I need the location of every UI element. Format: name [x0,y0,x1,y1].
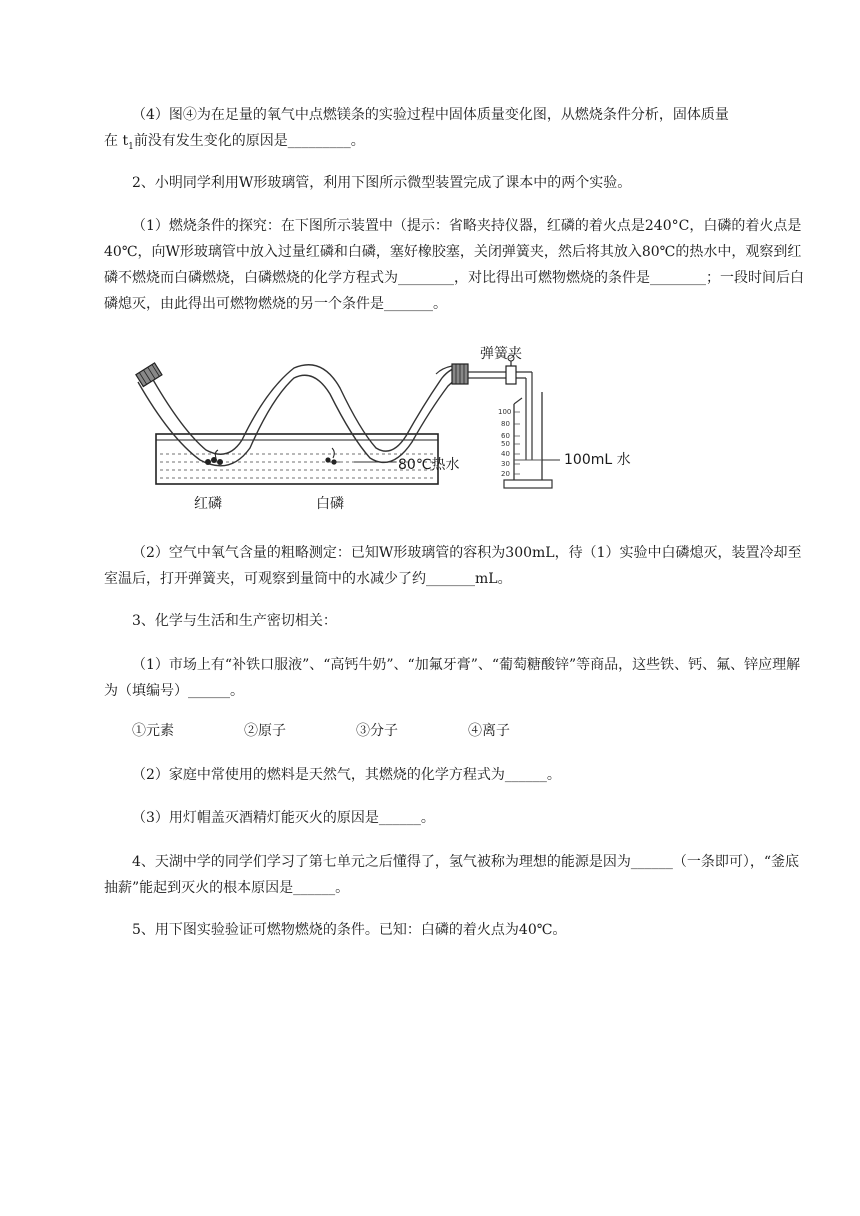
q3-part1: （1）市场上有“补铁口服液”、“高钙牛奶”、“加氟牙膏”、“葡萄糖酸锌”等商品，这些铁、钙、氟、锌应理解为（填编号）______。 [104,657,801,699]
white-phosphorus-label: 白磷 [316,496,344,512]
tick-20: 20 [501,470,510,478]
q3-part3: （3）用灯帽盖灭酒精灯能灭火的原因是______。 [132,810,435,826]
q2-intro: 2、小明同学利用W形玻璃管，利用下图所示微型装置完成了课本中的两个实验。 [132,175,632,191]
q1-part4-line1: （4）图④为在足量的氧气中点燃镁条的实验过程中固体质量变化图，从燃烧条件分析，固体质量 [132,107,729,123]
left-rubber-stopper [136,363,162,387]
tick-30: 30 [501,460,510,468]
red-phosphorus-label: 红磷 [194,496,222,512]
tick-60: 60 [501,432,510,440]
right-rubber-stopper [452,364,468,384]
q3-part2: （2）家庭中常使用的燃料是天然气，其燃烧的化学方程式为______。 [132,767,561,783]
tick-50: 50 [501,440,510,448]
q1-part4-line2-post: 前没有发生变化的原因是_________。 [133,133,365,149]
apparatus-svg [130,338,650,518]
q3-intro: 3、化学与生活和生产密切相关： [132,613,337,629]
option-2: ②原子 [244,723,286,739]
clamp-label: 弹簧夹 [480,346,522,362]
tick-80: 80 [501,420,510,428]
tick-40: 40 [501,450,510,458]
q1-part4-line2 [104,128,804,160]
hot-water-label: 80℃热水 [398,457,460,473]
q1-part4-subscript: 1 [128,141,134,152]
tick-100: 100 [498,408,512,416]
q3-options [132,718,632,744]
q2-part1: （1）燃烧条件的探究：在下图所示装置中（提示：省略夹持仪器，红磷的着火点是240°C，白磷的着火点是40℃，向W形玻璃管中放入过量红磷和白磷，塞好橡胶塞，关闭弹簧夹，然后将其放入80℃的热水中，观察到红磷不燃烧而白磷燃烧，白磷燃烧的化学方程式为________，对比得出可燃物燃烧的条件是________；一段时间后白磷熄灭，由此得出可燃物燃烧的另一个条件是_______。 [104,218,804,312]
water-surface [160,454,434,478]
option-3: ③分子 [356,723,398,739]
red-phosphorus-sample [205,450,223,465]
q4-text: 4、天湖中学的同学们学习了第七单元之后懂得了，氢气被称为理想的能源是因为______（一条即可），“釜底抽薪”能起到灭火的根本原因是______。 [104,854,800,896]
q5-text: 5、用下图实验验证可燃物燃烧的条件。已知：白磷的着火点为40℃。 [132,922,567,938]
q1-part4-line2-pre: 在 t [104,133,129,149]
w-tube-apparatus-figure [130,338,650,518]
q2-part2: （2）空气中氧气含量的粗略测定：已知W形玻璃管的容积为300mL，待（1）实验中白磷熄灭，装置冷却至室温后，打开弹簧夹，可观察到量筒中的水减少了约_______mL。 [104,545,802,587]
w-tube-outer [138,374,466,466]
cylinder-label: 100mL 水 [564,452,631,468]
w-tube-inner [152,365,462,455]
option-4: ④离子 [468,723,510,739]
option-1: ①元素 [132,723,174,739]
